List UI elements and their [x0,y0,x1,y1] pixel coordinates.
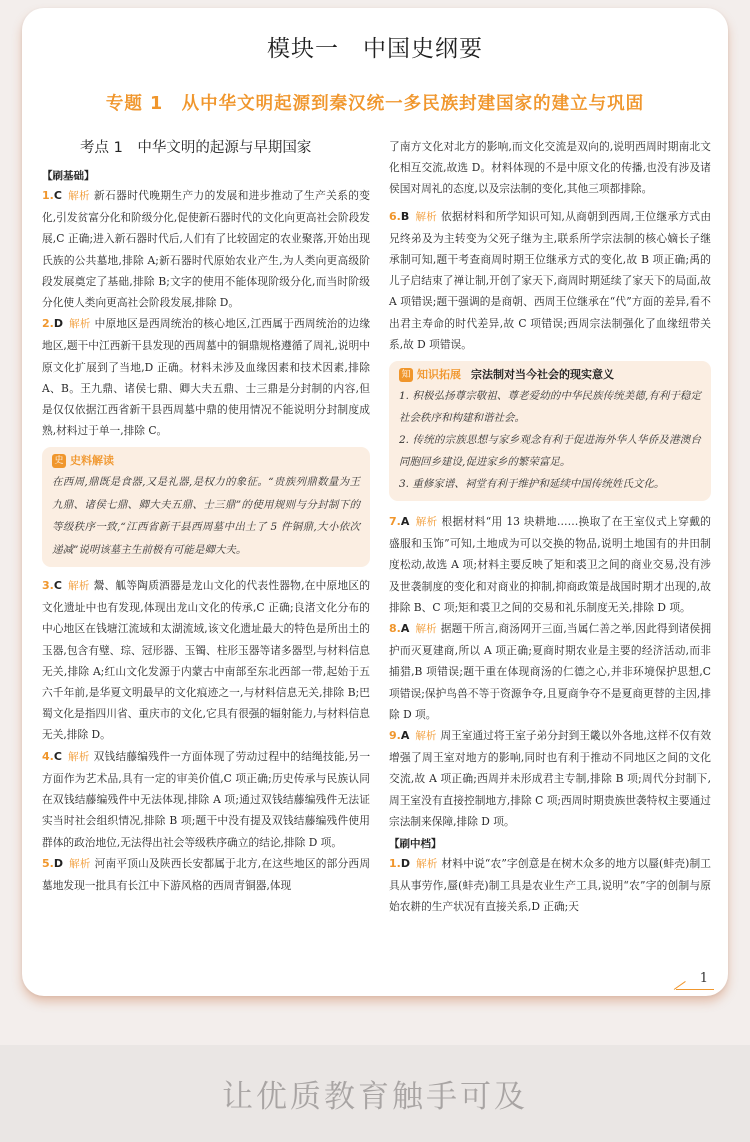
item-text: 周王室通过将王室子弟分封到王畿以外各地,这样不仅有效增强了周王室对地方的影响,同时也有利于推动不同地区之间的文化交流,故 A 项正确;西周并未形成君主专制,排除 B 项;周代分封制下,周王室没有直接控制地方,排除 C 项;西周时期贵族世袭特权主要通过宗法制来保障,排除 D 项。 [389,729,712,828]
box-line: 1. 积极弘扬尊宗敬祖、尊老爱幼的中华民族传统美德,有利于稳定社会秩序和构建和谐社会。 [399,390,701,425]
answer-item [42,575,370,746]
answer-item [42,746,370,853]
item-number: 4. [42,749,54,763]
item-number: 2. [42,317,54,331]
knowledge-extension-box [389,361,711,501]
module-title: 模块一 中国史纲要 [267,36,483,62]
footer-bar [0,1045,750,1142]
answer-item [42,185,370,313]
left-column [42,136,370,896]
answer-item [389,618,711,725]
item-text: 材料中说“农”字创意是在树木众多的地方以蜃(蚌壳)制工具从事劳作,蜃(蚌壳)制工具是农业生产工具,说明“农”字的创制与原始农耕的生产状况有直接关系,D 正确;天 [389,857,711,914]
item-text: 新石器时代晚期生产力的发展和进步推动了生产关系的变化,引发贫富分化和阶级分化,促使新石器时代的文化向更高社会阶段发展,C 正确;进入新石器时代后,人们有了比较固定的农业聚落,开始出现氏族的公共墓地,排除 A;新石器时代原始农业产生,为人类向更高级阶段发展奠定了基础,排除 B;文字的使用不能体现阶级分化,而当时阶级分化使人类向更高社会阶段发展,排除 D。 [42,189,370,310]
analysis-tag: 解析 [415,858,438,871]
item-text: 中原地区是西周统治的核心地区,江西属于西周统治的边缘地区,题干中江西新干县发现的西周墓中的铜鼎规格遵循了周礼,说明中原文化扩展到了当地,D 正确。材料未涉及血缘因素和技术因素,排除 A、B。王九鼎、诸侯七鼎、卿大夫五鼎、士三鼎是分封制的内容,但是仅仅依据江西省新干县西周墓中鼎的使用情况不能说明分封制度成熟,材料过于单一,排除 C。 [42,317,371,438]
box-title: 史料解读 [70,454,114,468]
right-column [389,136,711,918]
item-answer: B [400,209,410,223]
analysis-tag: 解析 [67,580,90,593]
analysis-tag: 解析 [415,623,437,636]
item-answer: A [400,729,410,743]
item-answer: A [400,515,410,529]
analysis-tag: 解析 [68,857,91,870]
item-text: 双钱结藤编残件一方面体现了劳动过程中的结绳技能,另一方面作为艺术品,具有一定的审美价值,C 项正确;历史传承与民族认同在双钱结藤编残件中无法体现,排除 A 项;通过双钱结藤编残件无法证实当时社会组织情况,排除 B 项;题干中没有提及双钱结藤编残件使用群体的政治地位,无法得出社会等级秩序确立的结论,排除 D 项。 [42,749,371,849]
item-text: 鬶、觚等陶质酒器是龙山文化的代表性器物,在中原地区的文化遗址中也有发现,体现出龙山文化的传承,C 正确;良渚文化分布的中心地区在钱塘江流域和太湖流域,该文化遗址最大的特色是所出土的玉器,包含有璧、琮、冠形器、玉镯、柱形玉器等诸多器型,与材料信息无关,排除 A;红山文化发源于内蒙古中南部至东北西部一带,起始于五六千年前,是华夏文明最早的文化痕迹之一,与材料信息无关,排除 B;巴蜀文化是指四川省、重庆市的文化,它具有很强的辐射能力,与材料信息无关,排除 D。 [42,579,371,742]
item-text: 河南平顶山及陕西长安都属于北方,在这些地区的部分西周墓地发现一批具有长江中下游风格的西周青铜器,体现 [42,856,371,892]
item-answer: C [53,749,62,763]
box-subtitle: 宗法制对当今社会的现实意义 [471,368,614,382]
box-line: 2. 传统的宗族思想与家乡观念有利于促进海外华人华侨及港澳台同胞回乡建设,促进家乡的繁荣富足。 [399,434,701,469]
bulb-icon: 知 [399,368,413,382]
item-answer: C [53,579,62,593]
answer-item [389,853,711,918]
analysis-tag: 解析 [415,210,438,223]
analysis-tag: 解析 [67,190,91,202]
box-header [399,365,701,385]
answer-item [42,853,370,896]
item-answer: D [53,317,63,331]
analysis-tag: 解析 [415,516,438,529]
section-label-basic: 【刷基础】 [42,170,95,182]
analysis-tag: 解析 [68,318,91,331]
item-text: 依据材料和所学知识可知,从商朝到西周,王位继承方式由兄终弟及为主转变为父死子继为主,联系所学宗法制的核心嫡长子继承制可知,题干考查商周时期王位继承方式的变化,故 B 项正确;禹的儿子启结束了禅让制,开创了家天下,商周时期延续了家天下的局面,故 A 项错误;题干强调的是商朝、西周王位继承在“代”方面的差异,看不出君主寿命的时代差异,故 C 项错误;西周宗法制强化了血缘纽带关系,故 D 项错误。 [389,209,712,351]
topic-title: 专题 1 从中华文明起源到秦汉统一多民族封建国家的建立与巩固 [105,94,645,114]
item-answer: C [53,189,62,202]
continued-text: 了南方文化对北方的影响,而文化交流是双向的,说明西周时期南北文化相互交流,故选 D。材料体现的不是中原文化的传播,也没有涉及诸侯国对周礼的态度,以及宗法制的变化,其他三项都排除。 [389,140,711,196]
item-number: 3. [42,579,54,593]
item-text: 据题干所言,商汤网开三面,当属仁善之举,因此得到诸侯拥护而灭夏建商,所以 A 项正确;夏商时期农业是主要的经济活动,而非捕猎,B 项错误;题干重在体现商汤的仁德之心,并非环境保护思想,C 项错误;保护鸟兽不等于资源争夺,且夏商争夺不是夏商更替的主因,排除 D 项。 [389,622,712,721]
item-number: 5. [42,856,54,870]
item-number: 7. [389,515,401,529]
answer-item [42,313,370,441]
item-number: 6. [389,209,401,223]
item-text: 根据材料“用 13 块耕地……换取了在王室仪式上穿戴的盛服和玉饰”可知,土地成为可以交换的物品,说明土地国有的井田制度松动,故选 A 项;材料主要反映了矩和裘卫之间的商业交易,没有涉及世袭制度的变化和对商业的抑制,抑商政策是战国时期才出现的,故排除 B、C 项;矩和裘卫之间的交易和礼乐制度无关,排除 D 项。 [389,515,711,614]
scroll-icon: 史 [52,454,66,468]
analysis-tag: 解析 [415,730,437,743]
page-corner-decoration [676,982,714,990]
box-header [52,451,360,471]
item-number: 1. [389,857,401,871]
answer-item [389,725,711,832]
slogan: 让优质教育触手可及 [222,1079,528,1115]
item-number: 9. [389,729,401,743]
item-number: 1. [42,189,54,202]
answer-item [389,206,711,355]
box-title: 知识拓展 [417,368,461,382]
item-answer: A [400,622,410,636]
point-title: 考点 1 中华文明的起源与早期国家 [80,140,312,156]
item-number: 8. [389,622,401,636]
page-number: 1 [699,971,708,986]
box-text: 在西周,鼎既是食器,又是礼器,是权力的象征。“贵族列鼎数量为王九鼎、诸侯七鼎、卿大夫五鼎、士三鼎”的使用规则与分封制下的等级秩序一致,“江西省新干县西周墓中出土了 5 件铜鼎,大小依次递减”说明该墓主生前极有可能是卿大夫。 [52,476,360,556]
answer-item [389,511,711,618]
box-line: 3. 重修家谱、祠堂有利于维护和延续中国传统姓氏文化。 [399,478,665,491]
analysis-tag: 解析 [67,750,90,763]
item-answer: D [400,857,410,871]
page-card [22,8,728,996]
item-answer: D [53,856,63,870]
section-label-middle: 【刷中档】 [389,838,442,851]
history-interpretation-box [42,447,370,567]
